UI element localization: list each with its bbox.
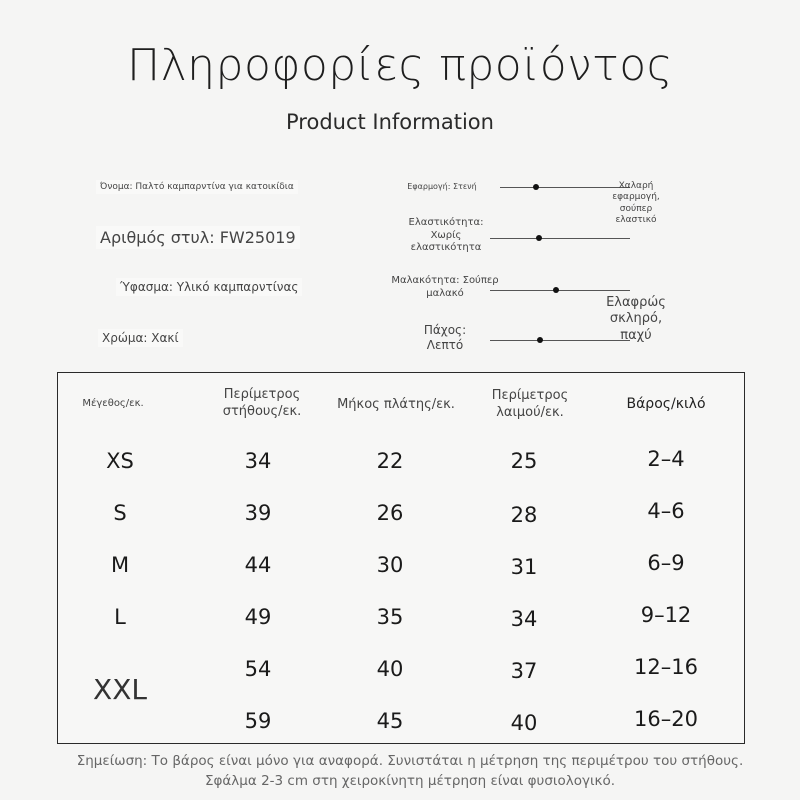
table-row-s-chest: 39 (244, 501, 272, 525)
header-neck: Περίμετρος λαιμού/εκ. (491, 388, 569, 420)
elasticity-scale-marker (536, 235, 542, 241)
header-back-length: Μήκος πλάτης/εκ. (337, 397, 455, 412)
table-row-xs-neck: 25 (510, 449, 538, 473)
softness-scale-line (490, 290, 630, 291)
table-row-s-weight: 4–6 (647, 499, 685, 523)
table-row-s-back: 26 (376, 501, 404, 525)
fit-scale-marker (533, 184, 539, 190)
thickness-scale-label: Πάχος: Λεπτό (423, 323, 467, 352)
header-size: Μέγεθος/εκ. (82, 398, 144, 409)
table-row-l-neck: 34 (510, 607, 538, 631)
header-chest: Περίμετρος στήθους/εκ. (222, 387, 302, 419)
table-row-6-neck: 40 (510, 711, 538, 735)
table-row-6-weight: 16–20 (634, 707, 698, 731)
elasticity-scale-label: Ελαστικότητα: Χωρίς ελαστικότητα (408, 217, 484, 253)
table-row-m-size: M (110, 553, 130, 577)
table-row-6-chest: 59 (244, 709, 272, 733)
table-row-5-back: 40 (376, 657, 404, 681)
style-number: Αριθμός στυλ: FW25019 (96, 226, 300, 249)
softness-scale-label: Μαλακότητα: Σούπερ μαλακό (391, 275, 499, 299)
footer-note: Σημείωση: Το βάρος είναι μόνο για αναφορά. Συνιστάται η μέτρηση της περιμέτρου του στήθους. Σφάλμα 2-3 cm στη χειροκίνητη μέτρηση είναι φυσιολογικό. (76, 753, 744, 789)
table-row-m-back: 30 (376, 553, 404, 577)
thickness-scale-marker (537, 337, 543, 343)
table-row-xs-back: 22 (376, 449, 404, 473)
fabric-info: Ύφασμα: Υλικό καμπαρντίνας (116, 278, 302, 296)
table-row-l-chest: 49 (244, 605, 272, 629)
table-row-xs-size: XS (106, 449, 134, 473)
table-row-s-neck: 28 (510, 503, 538, 527)
table-row-m-chest: 44 (244, 553, 272, 577)
table-row-m-neck: 31 (510, 555, 538, 579)
table-row-5-weight: 12–16 (634, 655, 698, 679)
color-info: Χρώμα: Χακί (98, 329, 183, 347)
table-row-l-size: L (114, 605, 126, 629)
page-title: Πληροφορίες προϊόντος (127, 40, 673, 91)
thickness-scale-right-label: Ελαφρώς σκληρό, παχύ (606, 295, 666, 343)
table-row-l-back: 35 (376, 605, 404, 629)
table-merged-size-label: XXL (93, 673, 147, 706)
softness-scale-marker (553, 287, 559, 293)
table-row-5-chest: 54 (244, 657, 272, 681)
table-row-m-weight: 6–9 (647, 551, 685, 575)
elasticity-scale-line (490, 238, 630, 239)
size-table (57, 372, 745, 744)
fit-scale-label: Εφαρμογή: Στενή (407, 182, 477, 191)
fit-scale-right-label: Χαλαρή εφαρμογή, σούπερ ελαστικό (612, 181, 660, 225)
table-row-s-size: S (113, 501, 127, 525)
page-subtitle: Product Information (286, 110, 494, 134)
table-row-5-neck: 37 (510, 659, 538, 683)
table-row-xs-weight: 2–4 (647, 447, 685, 471)
table-row-xs-chest: 34 (244, 449, 272, 473)
table-row-6-back: 45 (376, 709, 404, 733)
product-name: Όνομα: Παλτό καμπαρντίνα για κατοικίδια (96, 180, 298, 194)
table-row-l-weight: 9–12 (640, 603, 692, 627)
header-weight: Βάρος/κιλό (626, 396, 706, 412)
